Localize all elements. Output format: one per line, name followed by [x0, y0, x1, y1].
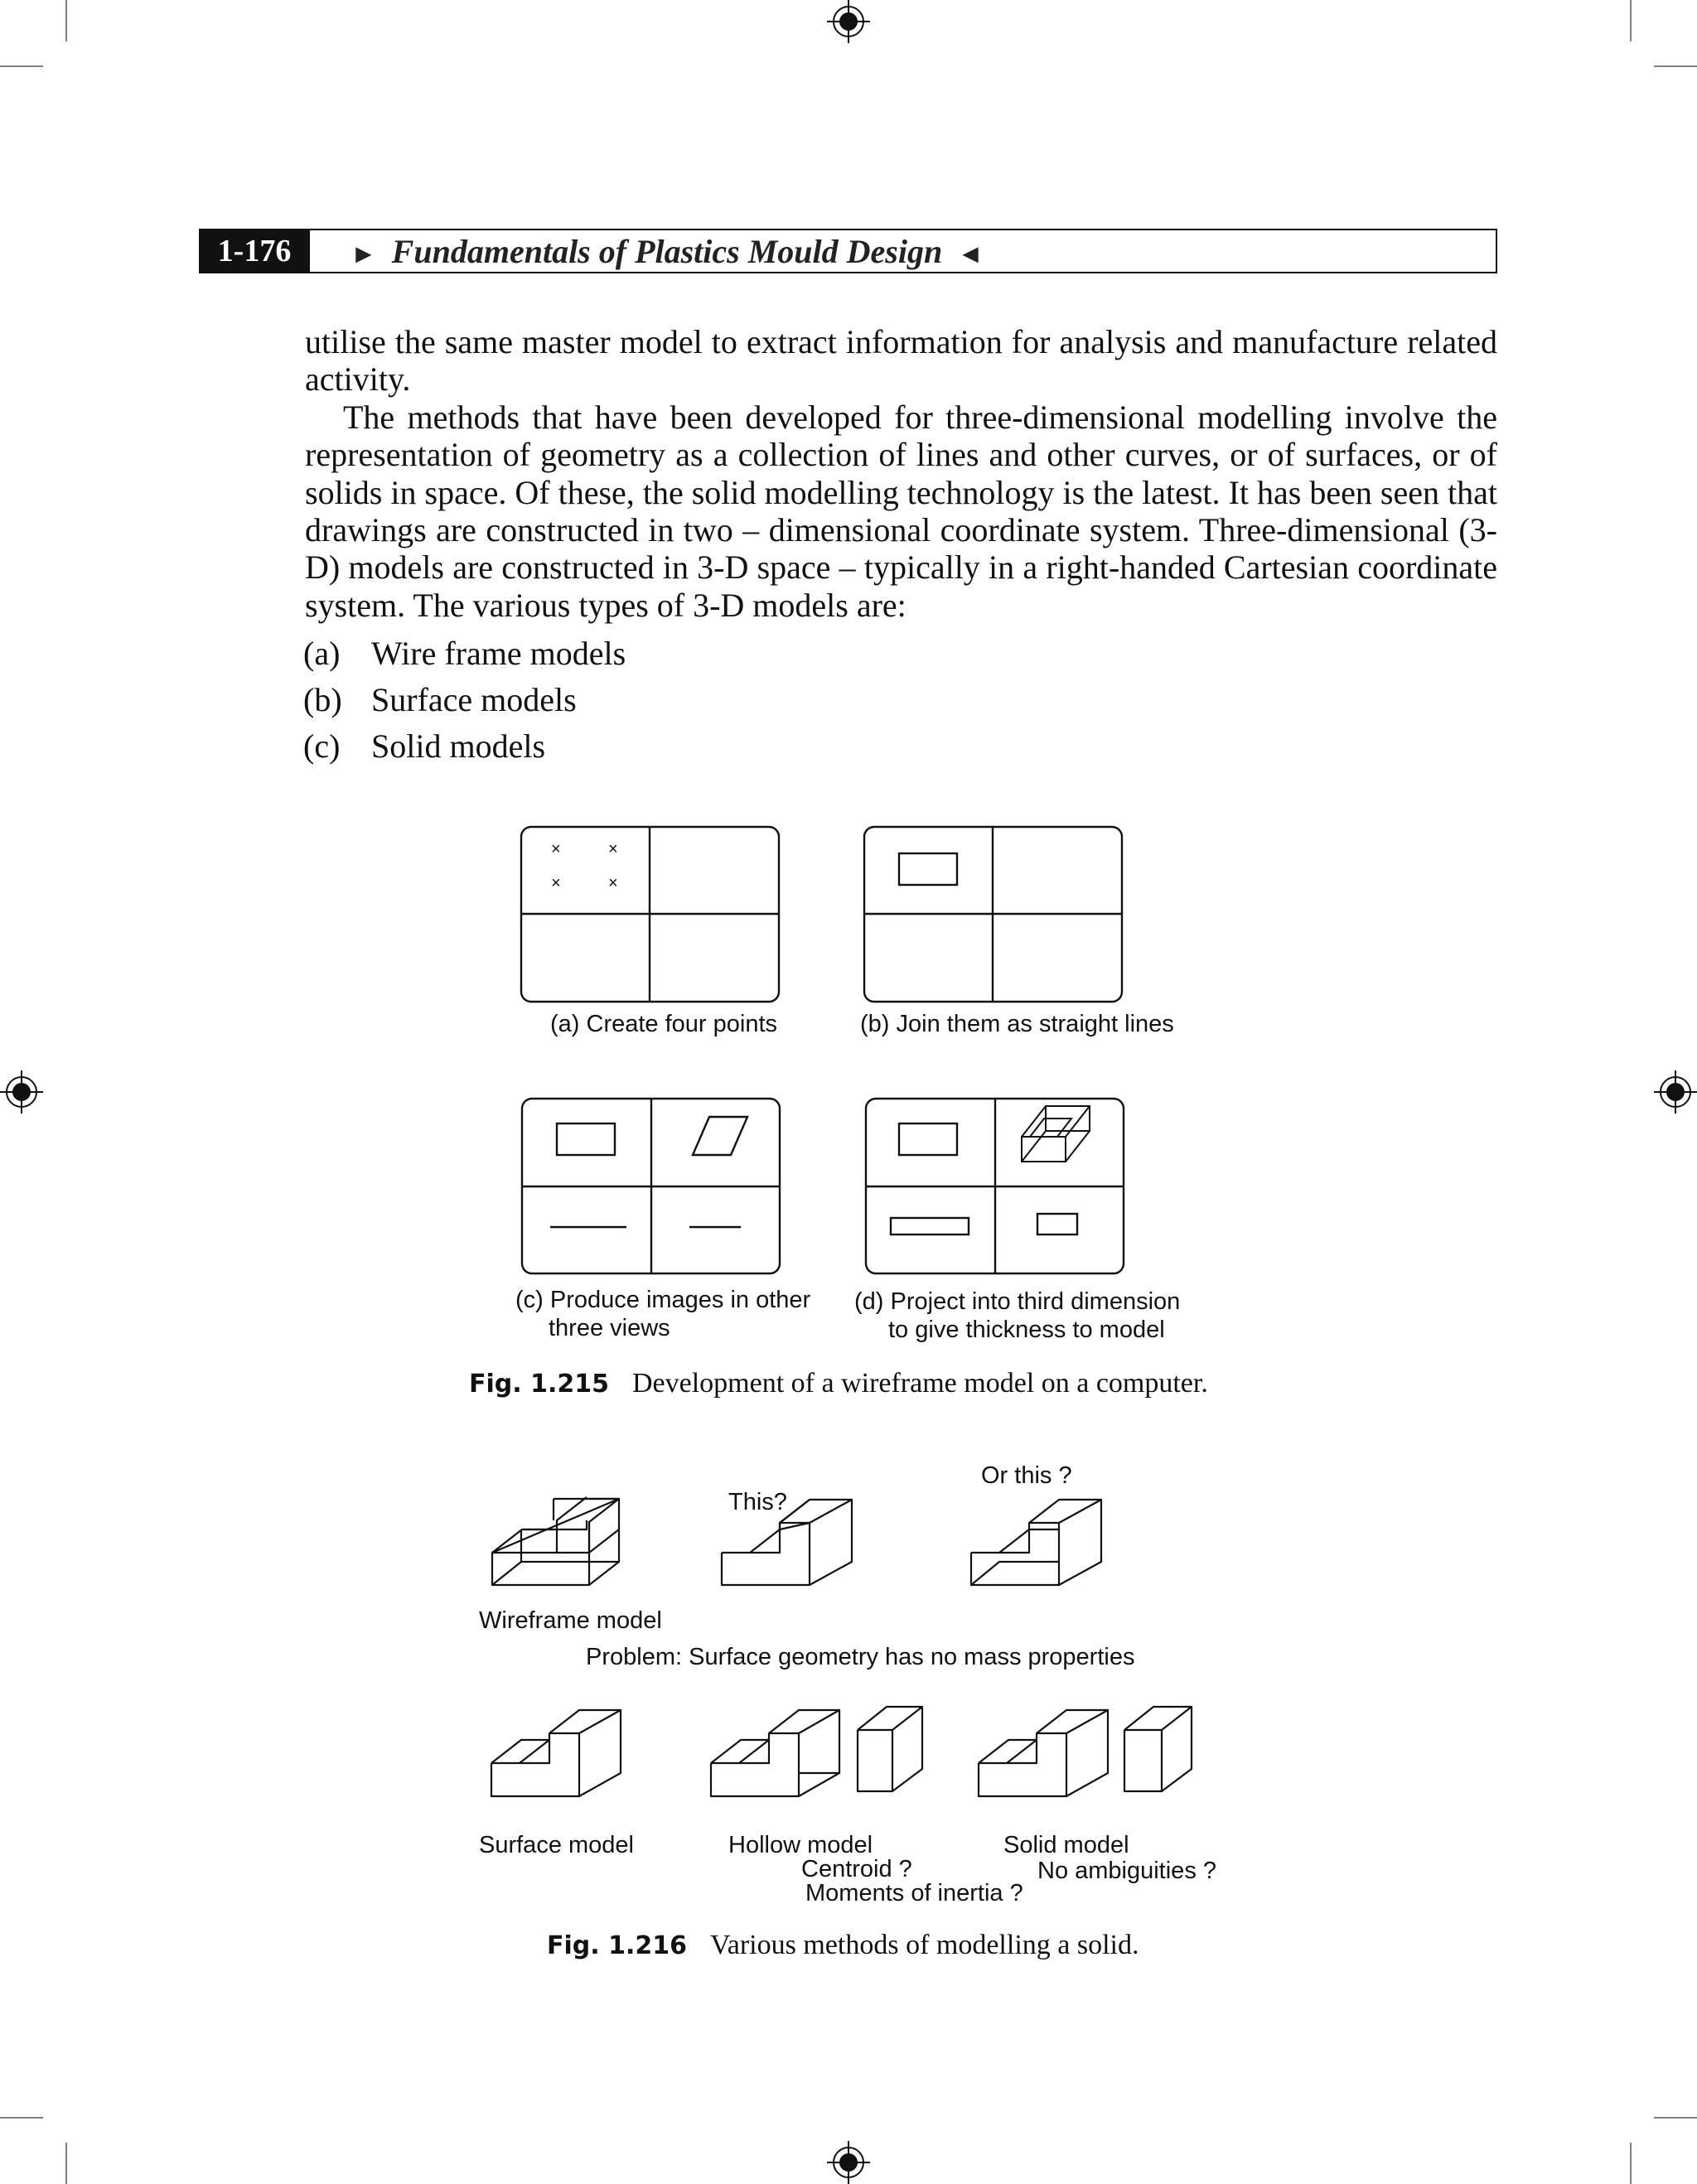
figure-caption [547, 1930, 1139, 1961]
list-item-text: Solid models [371, 727, 546, 765]
surface-stair-or-this [971, 1500, 1101, 1585]
label-problem: Problem: Surface geometry has no mass properties [586, 1644, 1135, 1670]
label-hollow-model: Hollow model [728, 1832, 873, 1858]
list-item-text: Surface models [371, 681, 577, 718]
list-item-text: Wire frame models [371, 635, 626, 672]
list-item-label: (a) [303, 635, 341, 672]
subcaption-d-line1: (d) Project into third dimension [854, 1288, 1181, 1315]
subcaption-d-line2: to give thickness to model [888, 1317, 1165, 1343]
figure-caption-text: Various methods of modelling a solid. [709, 1930, 1139, 1960]
solid-model-block [1124, 1707, 1192, 1791]
arrow-left-icon: ◄ [957, 239, 984, 268]
label-solid-model: Solid model [1003, 1832, 1129, 1858]
label-no-ambiguities: No ambiguities ? [1037, 1858, 1216, 1884]
list-item-label: (c) [303, 727, 341, 765]
point-marker: × [551, 840, 561, 858]
surface-model [491, 1710, 621, 1796]
point-marker: × [608, 874, 618, 892]
solid-model [979, 1710, 1108, 1796]
wireframe-stair-model [492, 1497, 619, 1585]
point-marker: × [608, 840, 618, 858]
hollow-model-block [858, 1707, 922, 1791]
subcaption-c-line1: (c) Produce images in other [515, 1287, 811, 1313]
label-this: This? [728, 1489, 787, 1515]
paragraph-1: utilise the same master model to extract information for analysis and manufacture related activity. [305, 323, 1497, 399]
paragraph-2: The methods that have been developed for three-dimensional modelling involve the representation of geometry as a collection of lines and other curves, or of surfaces, or of solids in space. Of these, the solid modelling technology is the latest. It has been seen that drawings are constructed in two – dimensional coordinate system. Three-dimensional (3-D) models are constructed in 3-D space – typically in a right-handed Cartesian coordinate system. The various types of 3-D models are: [305, 398, 1497, 624]
hollow-model [711, 1710, 839, 1796]
subcaption-a: (a) Create four points [550, 1011, 778, 1037]
figure-caption-text: Development of a wireframe model on a computer. [631, 1368, 1208, 1399]
book-title-text: Fundamentals of Plastics Mould Design [391, 233, 943, 270]
label-or-this: Or this ? [981, 1462, 1072, 1489]
figure-label: Fig. 1.215 [469, 1370, 609, 1399]
label-wireframe-model: Wireframe model [479, 1607, 662, 1634]
label-centroid: Centroid ? [801, 1856, 912, 1882]
arrow-right-icon: ► [351, 239, 377, 268]
subcaption-b: (b) Join them as straight lines [860, 1011, 1174, 1037]
page-number: 1-176 [199, 229, 310, 273]
subcaption-c-line2: three views [549, 1315, 670, 1341]
list-item-label: (b) [303, 681, 342, 718]
label-moments-of-inertia: Moments of inertia ? [805, 1880, 1023, 1906]
point-marker: × [551, 874, 561, 892]
figure-label: Fig. 1.216 [547, 1931, 687, 1960]
label-surface-model: Surface model [479, 1832, 634, 1858]
